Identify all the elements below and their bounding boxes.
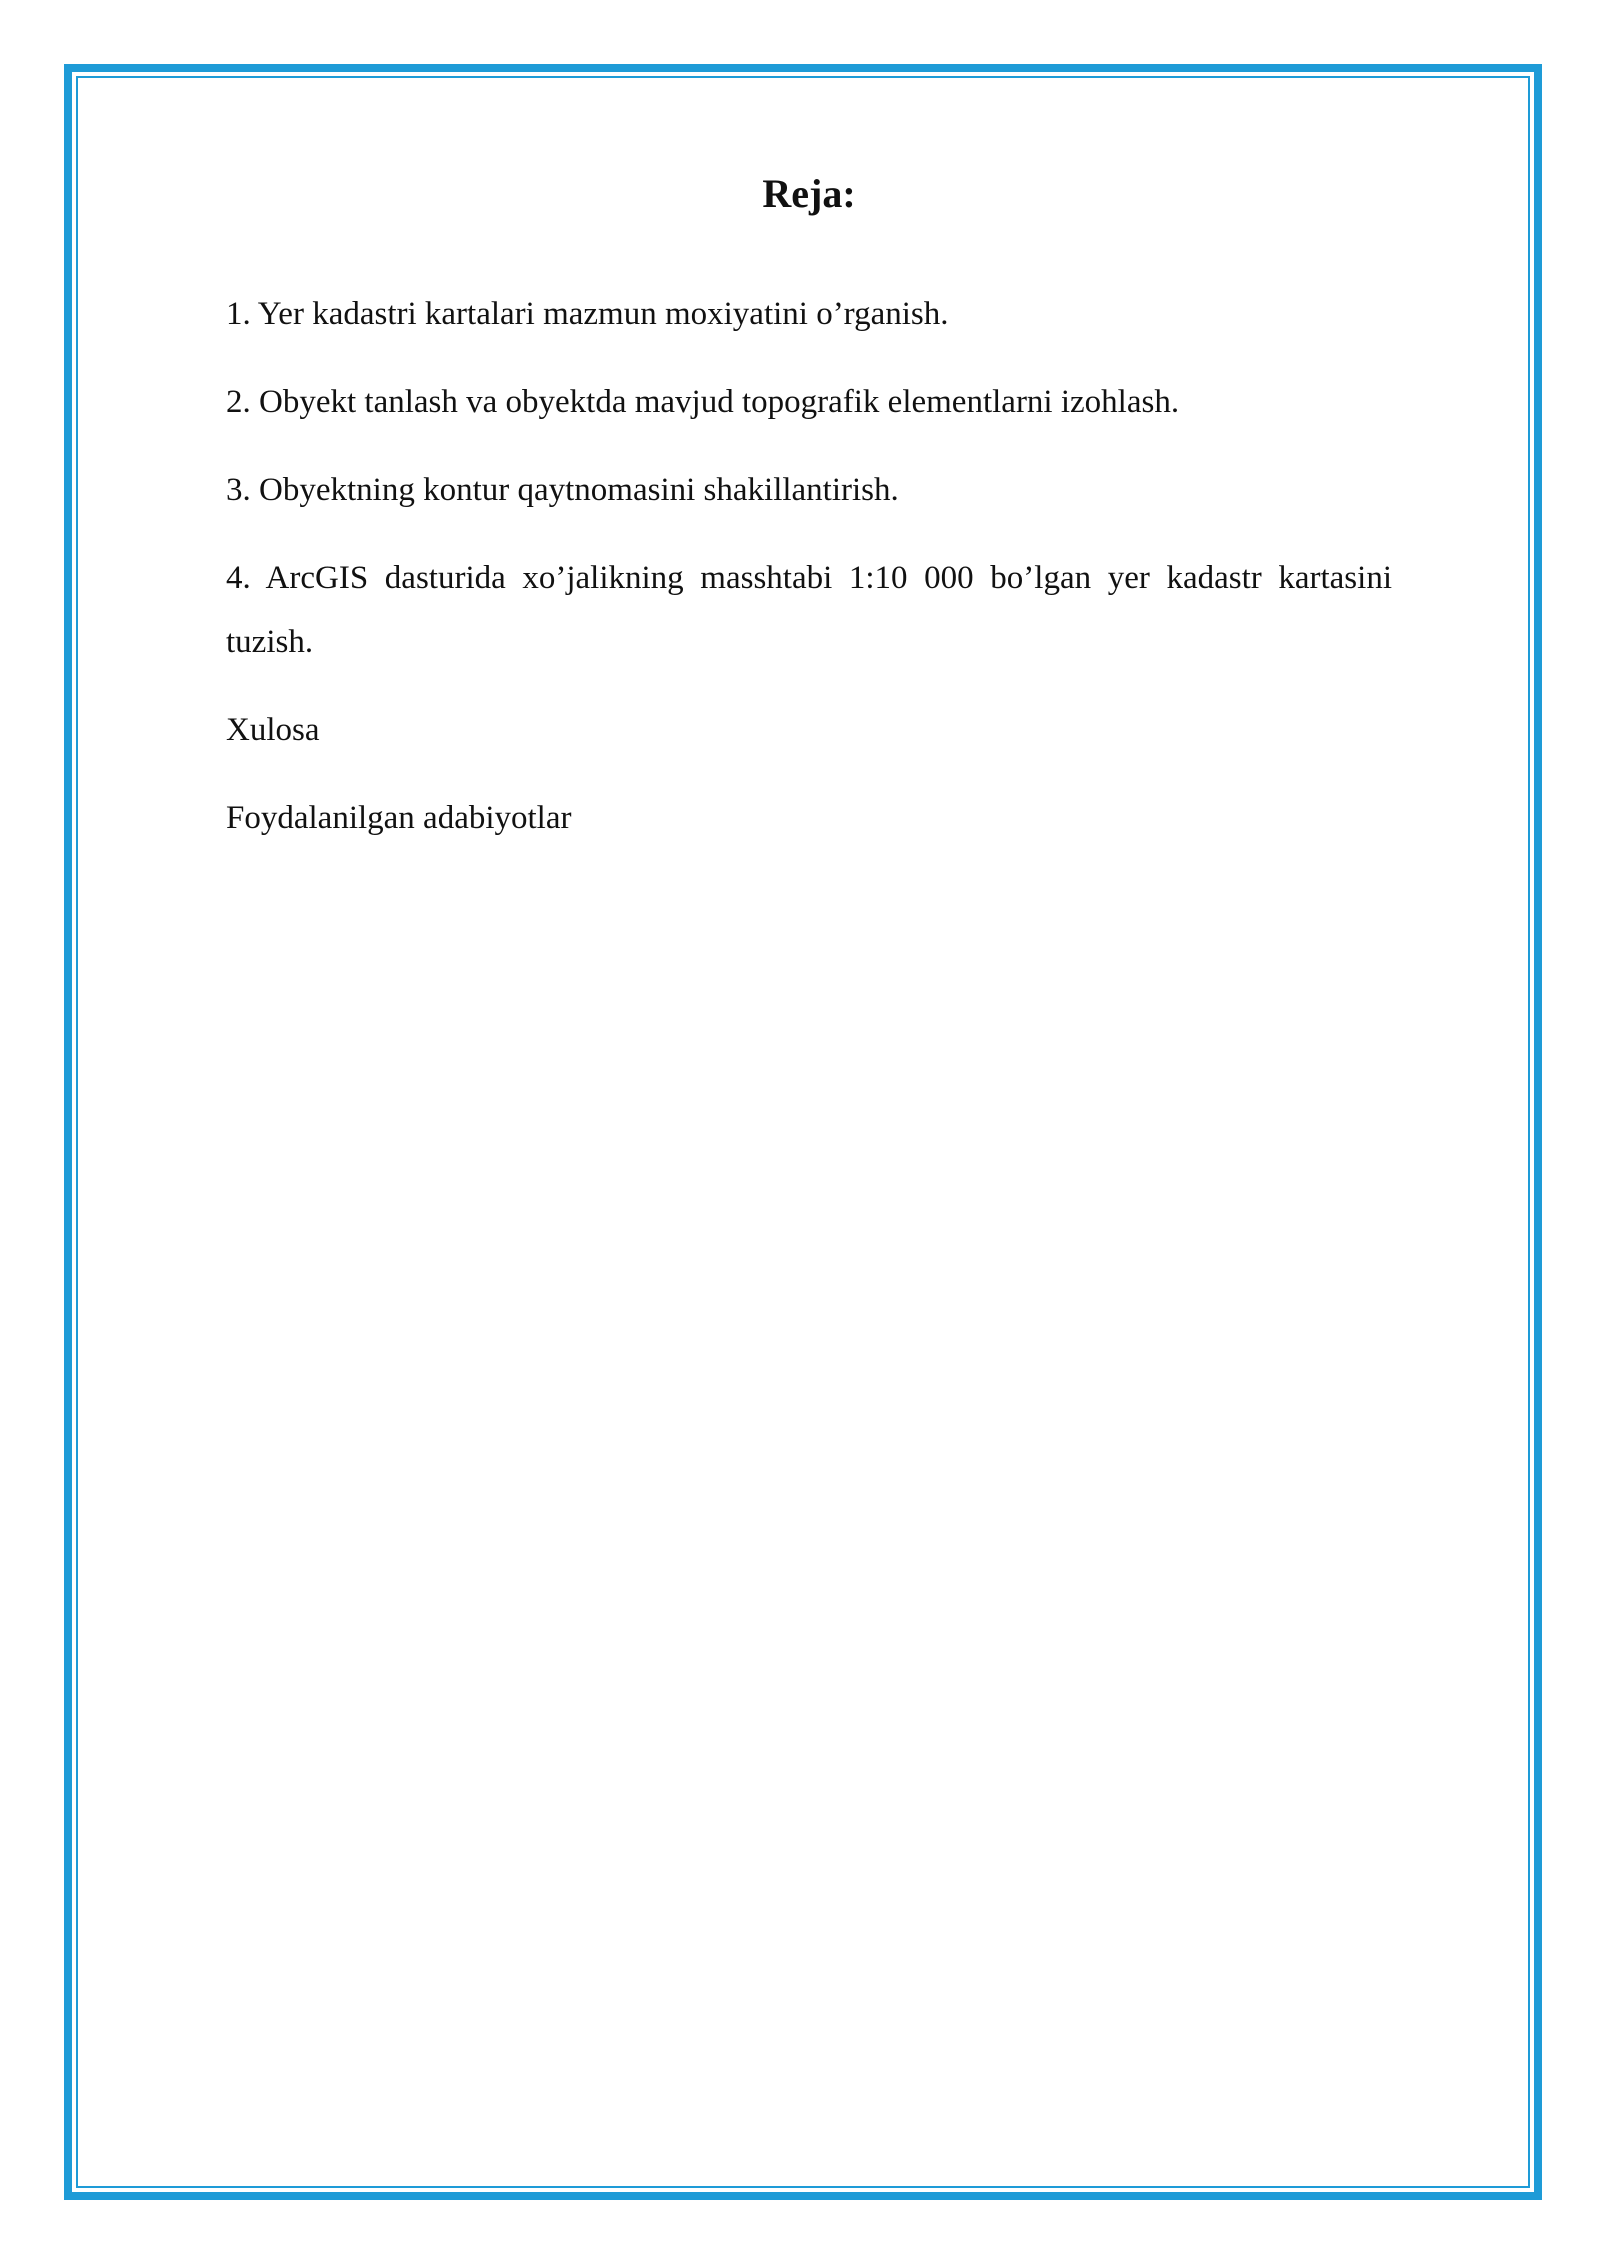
- plan-item-4: 4. ArcGIS dasturida xo’jalikning masshtabi 1:10 000 bo’lgan yer kadastr kartasini tuzish.: [226, 560, 1392, 660]
- page-title: Reja:: [762, 171, 856, 216]
- plan-item-references: Foydalanilgan adabiyotlar: [226, 800, 572, 836]
- plan-item-1: 1. Yer kadastri kartalari mazmun moxiyatini o’rganish.: [226, 296, 949, 332]
- plan-item-2: 2. Obyekt tanlash va obyektda mavjud topografik elementlarni izohlash.: [226, 384, 1180, 420]
- plan-item-3: 3. Obyektning kontur qaytnomasini shakillantirish.: [226, 472, 899, 508]
- plan-item-conclusion: Xulosa: [226, 712, 320, 748]
- document-content: [226, 170, 1392, 874]
